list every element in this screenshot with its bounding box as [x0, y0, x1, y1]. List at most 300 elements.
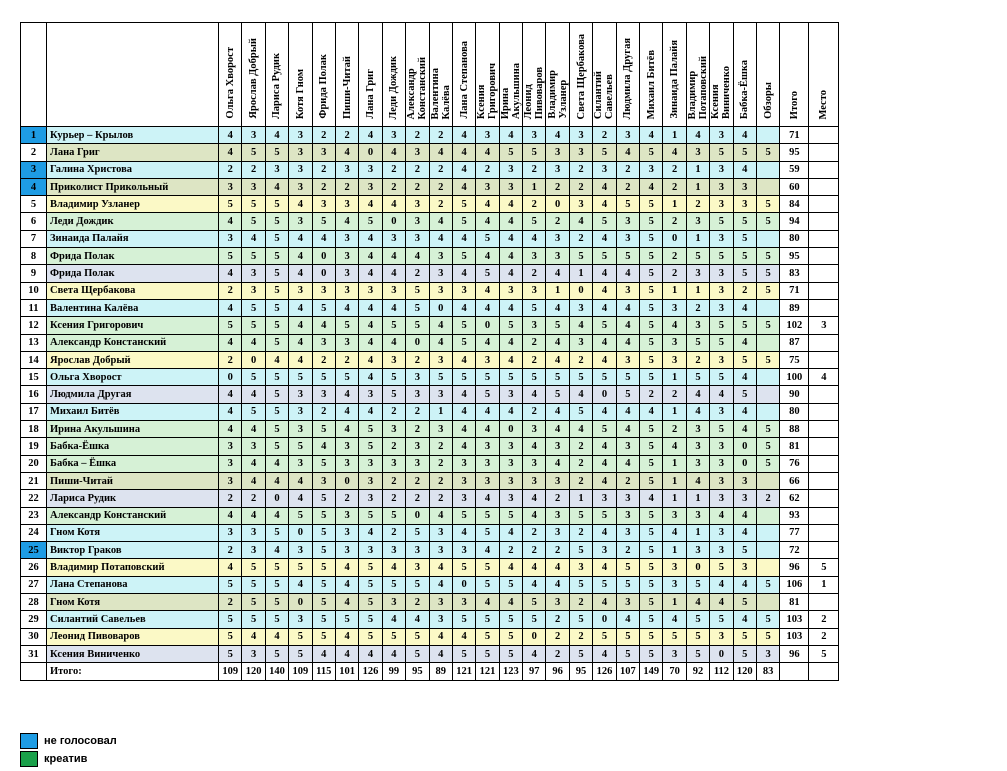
- score-cell: 4: [546, 265, 569, 282]
- score-cell: 4: [499, 524, 522, 541]
- row-place: [809, 144, 839, 161]
- score-cell: 4: [335, 576, 358, 593]
- score-cell: 5: [452, 248, 475, 265]
- score-cell: 2: [616, 472, 639, 489]
- score-cell: 3: [569, 144, 592, 161]
- score-cell: 3: [359, 455, 382, 472]
- score-cell: 5: [640, 645, 663, 662]
- row-number: 14: [21, 351, 47, 368]
- score-cell: 5: [265, 421, 288, 438]
- score-cell: 3: [546, 594, 569, 611]
- score-cell: 4: [616, 421, 639, 438]
- score-cell: 4: [359, 645, 382, 662]
- score-cell: [756, 472, 779, 489]
- row-total: 103: [780, 628, 809, 645]
- score-cell: 0: [312, 248, 335, 265]
- score-cell: 4: [359, 369, 382, 386]
- score-cell: 3: [733, 472, 756, 489]
- table-row: [21, 472, 839, 489]
- score-cell: 4: [499, 334, 522, 351]
- score-cell: 3: [289, 542, 312, 559]
- score-cell: 4: [499, 213, 522, 230]
- row-number: 26: [21, 559, 47, 576]
- score-cell: 3: [382, 230, 405, 247]
- row-total: 93: [780, 507, 809, 524]
- score-cell: 4: [359, 248, 382, 265]
- participant-name: Света Щербакова: [47, 282, 219, 299]
- table-row: [21, 230, 839, 247]
- score-cell: 3: [476, 455, 499, 472]
- score-cell: 2: [219, 490, 242, 507]
- score-cell: 5: [569, 507, 592, 524]
- score-cell: 2: [546, 542, 569, 559]
- score-cell: 5: [429, 369, 452, 386]
- score-cell: 5: [616, 645, 639, 662]
- score-cell: 5: [242, 248, 265, 265]
- score-cell: 0: [382, 213, 405, 230]
- row-number: 11: [21, 299, 47, 316]
- score-cell: 5: [242, 317, 265, 334]
- score-cell: 3: [523, 248, 546, 265]
- row-total: 60: [780, 178, 809, 195]
- score-cell: 5: [733, 265, 756, 282]
- score-cell: 4: [452, 438, 475, 455]
- score-cell: 5: [756, 576, 779, 593]
- score-cell: 5: [640, 542, 663, 559]
- row-number: 9: [21, 265, 47, 282]
- score-cell: 5: [265, 524, 288, 541]
- score-cell: 2: [429, 490, 452, 507]
- row-total: 71: [780, 282, 809, 299]
- score-cell: 4: [546, 421, 569, 438]
- score-cell: 4: [476, 144, 499, 161]
- score-cell: 5: [593, 369, 616, 386]
- score-cell: 4: [523, 559, 546, 576]
- score-cell: 4: [452, 230, 475, 247]
- score-cell: 5: [265, 282, 288, 299]
- score-cell: 2: [546, 178, 569, 195]
- score-cell: 5: [686, 334, 709, 351]
- score-cell: 5: [593, 507, 616, 524]
- score-cell: 1: [686, 282, 709, 299]
- score-cell: 4: [335, 213, 358, 230]
- score-cell: 3: [476, 438, 499, 455]
- score-cell: 4: [686, 594, 709, 611]
- column-header: [476, 23, 499, 127]
- score-cell: 5: [640, 213, 663, 230]
- score-cell: 4: [452, 421, 475, 438]
- score-cell: 3: [219, 472, 242, 489]
- score-cell: 3: [710, 628, 733, 645]
- score-cell: 5: [242, 299, 265, 316]
- score-cell: 3: [335, 334, 358, 351]
- score-cell: 5: [733, 213, 756, 230]
- score-cell: 5: [593, 317, 616, 334]
- score-cell: 3: [616, 594, 639, 611]
- table-row: [21, 559, 839, 576]
- score-cell: 4: [733, 403, 756, 420]
- score-cell: 2: [406, 403, 429, 420]
- score-cell: 5: [710, 144, 733, 161]
- score-cell: 4: [382, 611, 405, 628]
- score-cell: 4: [616, 611, 639, 628]
- score-cell: 3: [359, 161, 382, 178]
- score-cell: 1: [546, 282, 569, 299]
- score-cell: 5: [756, 421, 779, 438]
- score-cell: 5: [452, 611, 475, 628]
- score-cell: 5: [335, 317, 358, 334]
- score-cell: 5: [452, 317, 475, 334]
- table-row: [21, 127, 839, 144]
- score-cell: 3: [499, 490, 522, 507]
- score-cell: 3: [406, 542, 429, 559]
- participant-name: Ярослав Добрый: [47, 351, 219, 368]
- score-cell: 4: [733, 334, 756, 351]
- score-cell: 4: [593, 403, 616, 420]
- row-number: 31: [21, 645, 47, 662]
- score-cell: 4: [452, 628, 475, 645]
- score-cell: 2: [219, 542, 242, 559]
- score-cell: 0: [733, 438, 756, 455]
- score-cell: 3: [289, 127, 312, 144]
- score-cell: 5: [663, 628, 686, 645]
- participant-name: Приколист Прикольный: [47, 178, 219, 195]
- score-cell: 3: [429, 351, 452, 368]
- participant-name: Владимир Потаповский: [47, 559, 219, 576]
- score-cell: 5: [265, 369, 288, 386]
- score-cell: 5: [312, 594, 335, 611]
- score-cell: 5: [452, 213, 475, 230]
- row-place: [809, 282, 839, 299]
- score-cell: 5: [265, 403, 288, 420]
- score-cell: 2: [429, 438, 452, 455]
- score-cell: 3: [546, 524, 569, 541]
- score-cell: 5: [312, 628, 335, 645]
- score-cell: 1: [686, 490, 709, 507]
- score-cell: 4: [335, 403, 358, 420]
- score-cell: 5: [640, 230, 663, 247]
- score-cell: 3: [663, 576, 686, 593]
- score-cell: 2: [616, 542, 639, 559]
- row-number: 23: [21, 507, 47, 524]
- score-cell: 3: [640, 161, 663, 178]
- column-header: [569, 23, 592, 127]
- score-cell: 4: [452, 386, 475, 403]
- score-cell: 5: [756, 611, 779, 628]
- score-cell: 4: [219, 213, 242, 230]
- score-cell: 5: [499, 317, 522, 334]
- score-cell: 4: [289, 576, 312, 593]
- score-cell: 1: [686, 524, 709, 541]
- score-cell: 4: [593, 282, 616, 299]
- row-total: 75: [780, 351, 809, 368]
- score-cell: 3: [710, 196, 733, 213]
- score-cell: 3: [452, 455, 475, 472]
- column-header: [523, 23, 546, 127]
- score-cell: 2: [429, 161, 452, 178]
- score-cell: 4: [452, 161, 475, 178]
- score-cell: 4: [476, 282, 499, 299]
- score-cell: 3: [335, 455, 358, 472]
- row-place: 4: [809, 369, 839, 386]
- score-cell: 5: [406, 299, 429, 316]
- column-header-label: Пиши-Читай: [341, 56, 353, 119]
- score-cell: 0: [499, 421, 522, 438]
- row-place: [809, 351, 839, 368]
- row-place: [809, 334, 839, 351]
- score-cell: 3: [663, 299, 686, 316]
- score-cell: 3: [523, 472, 546, 489]
- footer-blank-cell: [780, 663, 809, 680]
- score-cell: 4: [499, 127, 522, 144]
- row-total: 102: [780, 317, 809, 334]
- score-cell: 2: [429, 455, 452, 472]
- score-cell: 4: [265, 351, 288, 368]
- totals-row: [21, 663, 839, 680]
- score-cell: 4: [219, 144, 242, 161]
- row-place: [809, 594, 839, 611]
- table-row: [21, 524, 839, 541]
- score-cell: 3: [546, 472, 569, 489]
- row-number: 18: [21, 421, 47, 438]
- score-cell: 0: [593, 386, 616, 403]
- score-cell: 2: [640, 386, 663, 403]
- column-header: [499, 23, 522, 127]
- score-cell: 5: [265, 196, 288, 213]
- score-cell: 4: [382, 299, 405, 316]
- table-row: [21, 369, 839, 386]
- score-cell: 3: [382, 282, 405, 299]
- score-cell: 5: [312, 576, 335, 593]
- column-header-label: Обзоры: [762, 82, 774, 119]
- column-header-label: Владимир Узланер: [546, 70, 569, 119]
- score-cell: 2: [242, 490, 265, 507]
- score-cell: 4: [452, 351, 475, 368]
- score-cell: 4: [593, 472, 616, 489]
- score-cell: 5: [499, 144, 522, 161]
- row-number: 28: [21, 594, 47, 611]
- row-number: 25: [21, 542, 47, 559]
- column-total: 83: [756, 663, 779, 680]
- column-header-label: Владимир Потаповский: [687, 55, 709, 119]
- score-cell: 3: [359, 472, 382, 489]
- score-cell: 1: [569, 490, 592, 507]
- score-cell: 5: [289, 438, 312, 455]
- score-cell: 4: [710, 386, 733, 403]
- score-cell: 4: [335, 144, 358, 161]
- score-cell: 3: [289, 455, 312, 472]
- score-cell: 3: [710, 524, 733, 541]
- score-cell: 3: [335, 438, 358, 455]
- score-cell: 5: [242, 576, 265, 593]
- row-place: 3: [809, 317, 839, 334]
- column-header-label: Валентина Калёва: [429, 67, 452, 119]
- column-total: 112: [710, 663, 733, 680]
- score-cell: 4: [312, 317, 335, 334]
- score-cell: [756, 524, 779, 541]
- score-cell: 3: [335, 161, 358, 178]
- score-cell: 4: [335, 421, 358, 438]
- row-total: 103: [780, 611, 809, 628]
- column-total: 97: [523, 663, 546, 680]
- table-row: [21, 645, 839, 662]
- score-cell: 2: [312, 178, 335, 195]
- score-cell: 3: [663, 507, 686, 524]
- score-cell: 3: [616, 127, 639, 144]
- score-cell: 5: [523, 369, 546, 386]
- score-cell: 4: [265, 178, 288, 195]
- score-cell: 2: [663, 265, 686, 282]
- score-cell: 4: [429, 230, 452, 247]
- table-row: [21, 265, 839, 282]
- score-cell: 2: [429, 196, 452, 213]
- score-cell: 4: [710, 507, 733, 524]
- score-cell: 5: [733, 628, 756, 645]
- column-total: 99: [382, 663, 405, 680]
- score-cell: 2: [616, 178, 639, 195]
- score-cell: 3: [242, 438, 265, 455]
- score-cell: 5: [476, 559, 499, 576]
- legend-swatch-not-voted: [20, 733, 38, 749]
- score-cell: 2: [219, 282, 242, 299]
- score-cell: 3: [523, 282, 546, 299]
- column-header-label: Михаил Битёв: [645, 49, 657, 119]
- score-cell: 5: [616, 576, 639, 593]
- score-cell: 4: [219, 386, 242, 403]
- score-cell: 3: [429, 542, 452, 559]
- score-cell: 2: [523, 542, 546, 559]
- table-row: [21, 213, 839, 230]
- participant-name: Курьер – Крылов: [47, 127, 219, 144]
- score-cell: 3: [359, 282, 382, 299]
- score-cell: 3: [593, 161, 616, 178]
- score-cell: [756, 559, 779, 576]
- score-cell: 4: [359, 317, 382, 334]
- score-cell: 4: [733, 369, 756, 386]
- score-cell: 2: [523, 351, 546, 368]
- score-cell: 2: [569, 524, 592, 541]
- score-cell: 4: [289, 317, 312, 334]
- score-cell: 4: [219, 299, 242, 316]
- score-cell: 4: [429, 507, 452, 524]
- score-cell: 1: [663, 369, 686, 386]
- table-row: [21, 628, 839, 645]
- row-total: 81: [780, 594, 809, 611]
- row-total: 76: [780, 455, 809, 472]
- column-total: 121: [476, 663, 499, 680]
- table-row: [21, 386, 839, 403]
- score-cell: 4: [382, 559, 405, 576]
- score-cell: 3: [219, 524, 242, 541]
- score-cell: 4: [546, 576, 569, 593]
- score-cell: 3: [452, 472, 475, 489]
- score-cell: 0: [546, 196, 569, 213]
- column-header-label: Силантий Савельев: [593, 70, 616, 119]
- score-cell: 0: [523, 628, 546, 645]
- score-cell: 2: [335, 351, 358, 368]
- score-cell: 3: [616, 282, 639, 299]
- column-total: 120: [242, 663, 265, 680]
- score-cell: 3: [406, 213, 429, 230]
- score-cell: 4: [616, 403, 639, 420]
- score-cell: 3: [523, 455, 546, 472]
- row-place: [809, 386, 839, 403]
- score-cell: 0: [429, 299, 452, 316]
- score-cell: 3: [359, 490, 382, 507]
- column-header: [616, 23, 639, 127]
- score-cell: 4: [733, 507, 756, 524]
- score-cell: 4: [242, 334, 265, 351]
- column-total: 123: [499, 663, 522, 680]
- column-header: [663, 23, 686, 127]
- column-total: 115: [312, 663, 335, 680]
- score-cell: 5: [452, 507, 475, 524]
- score-cell: 5: [312, 455, 335, 472]
- column-header: [382, 23, 405, 127]
- participant-name: Гном Котя: [47, 524, 219, 541]
- score-cell: 3: [289, 282, 312, 299]
- score-cell: 3: [616, 524, 639, 541]
- score-cell: 4: [593, 645, 616, 662]
- score-cell: 4: [359, 334, 382, 351]
- column-header: [429, 23, 452, 127]
- score-cell: 2: [569, 161, 592, 178]
- score-cell: 2: [546, 213, 569, 230]
- score-cell: 3: [289, 178, 312, 195]
- column-header-label: Леди Дождик: [388, 55, 400, 119]
- score-cell: 5: [616, 196, 639, 213]
- score-cell: 4: [616, 334, 639, 351]
- score-cell: 4: [219, 559, 242, 576]
- score-cell: 3: [663, 559, 686, 576]
- column-header: [780, 23, 809, 127]
- score-cell: [756, 299, 779, 316]
- score-cell: 3: [242, 542, 265, 559]
- row-total: 96: [780, 645, 809, 662]
- footer-label: Итого:: [47, 663, 219, 680]
- score-cell: 5: [219, 611, 242, 628]
- score-cell: 5: [640, 438, 663, 455]
- row-place: [809, 455, 839, 472]
- row-number: 19: [21, 438, 47, 455]
- score-cell: 4: [733, 161, 756, 178]
- column-total: 89: [429, 663, 452, 680]
- score-cell: 3: [686, 507, 709, 524]
- score-cell: 4: [663, 611, 686, 628]
- score-cell: 5: [616, 628, 639, 645]
- score-cell: 4: [616, 317, 639, 334]
- score-cell: 2: [382, 403, 405, 420]
- row-place: [809, 438, 839, 455]
- score-cell: 2: [382, 472, 405, 489]
- score-cell: 0: [710, 645, 733, 662]
- row-place: [809, 299, 839, 316]
- row-number: 22: [21, 490, 47, 507]
- score-cell: 4: [452, 299, 475, 316]
- score-cell: 2: [523, 403, 546, 420]
- score-cell: 3: [686, 265, 709, 282]
- score-cell: 3: [710, 455, 733, 472]
- row-number: 15: [21, 369, 47, 386]
- score-cell: 3: [359, 386, 382, 403]
- row-place: 5: [809, 559, 839, 576]
- column-header: [452, 23, 475, 127]
- score-cell: 3: [546, 248, 569, 265]
- score-cell: 5: [265, 265, 288, 282]
- score-cell: 5: [499, 369, 522, 386]
- score-cell: 4: [499, 248, 522, 265]
- score-cell: 5: [382, 507, 405, 524]
